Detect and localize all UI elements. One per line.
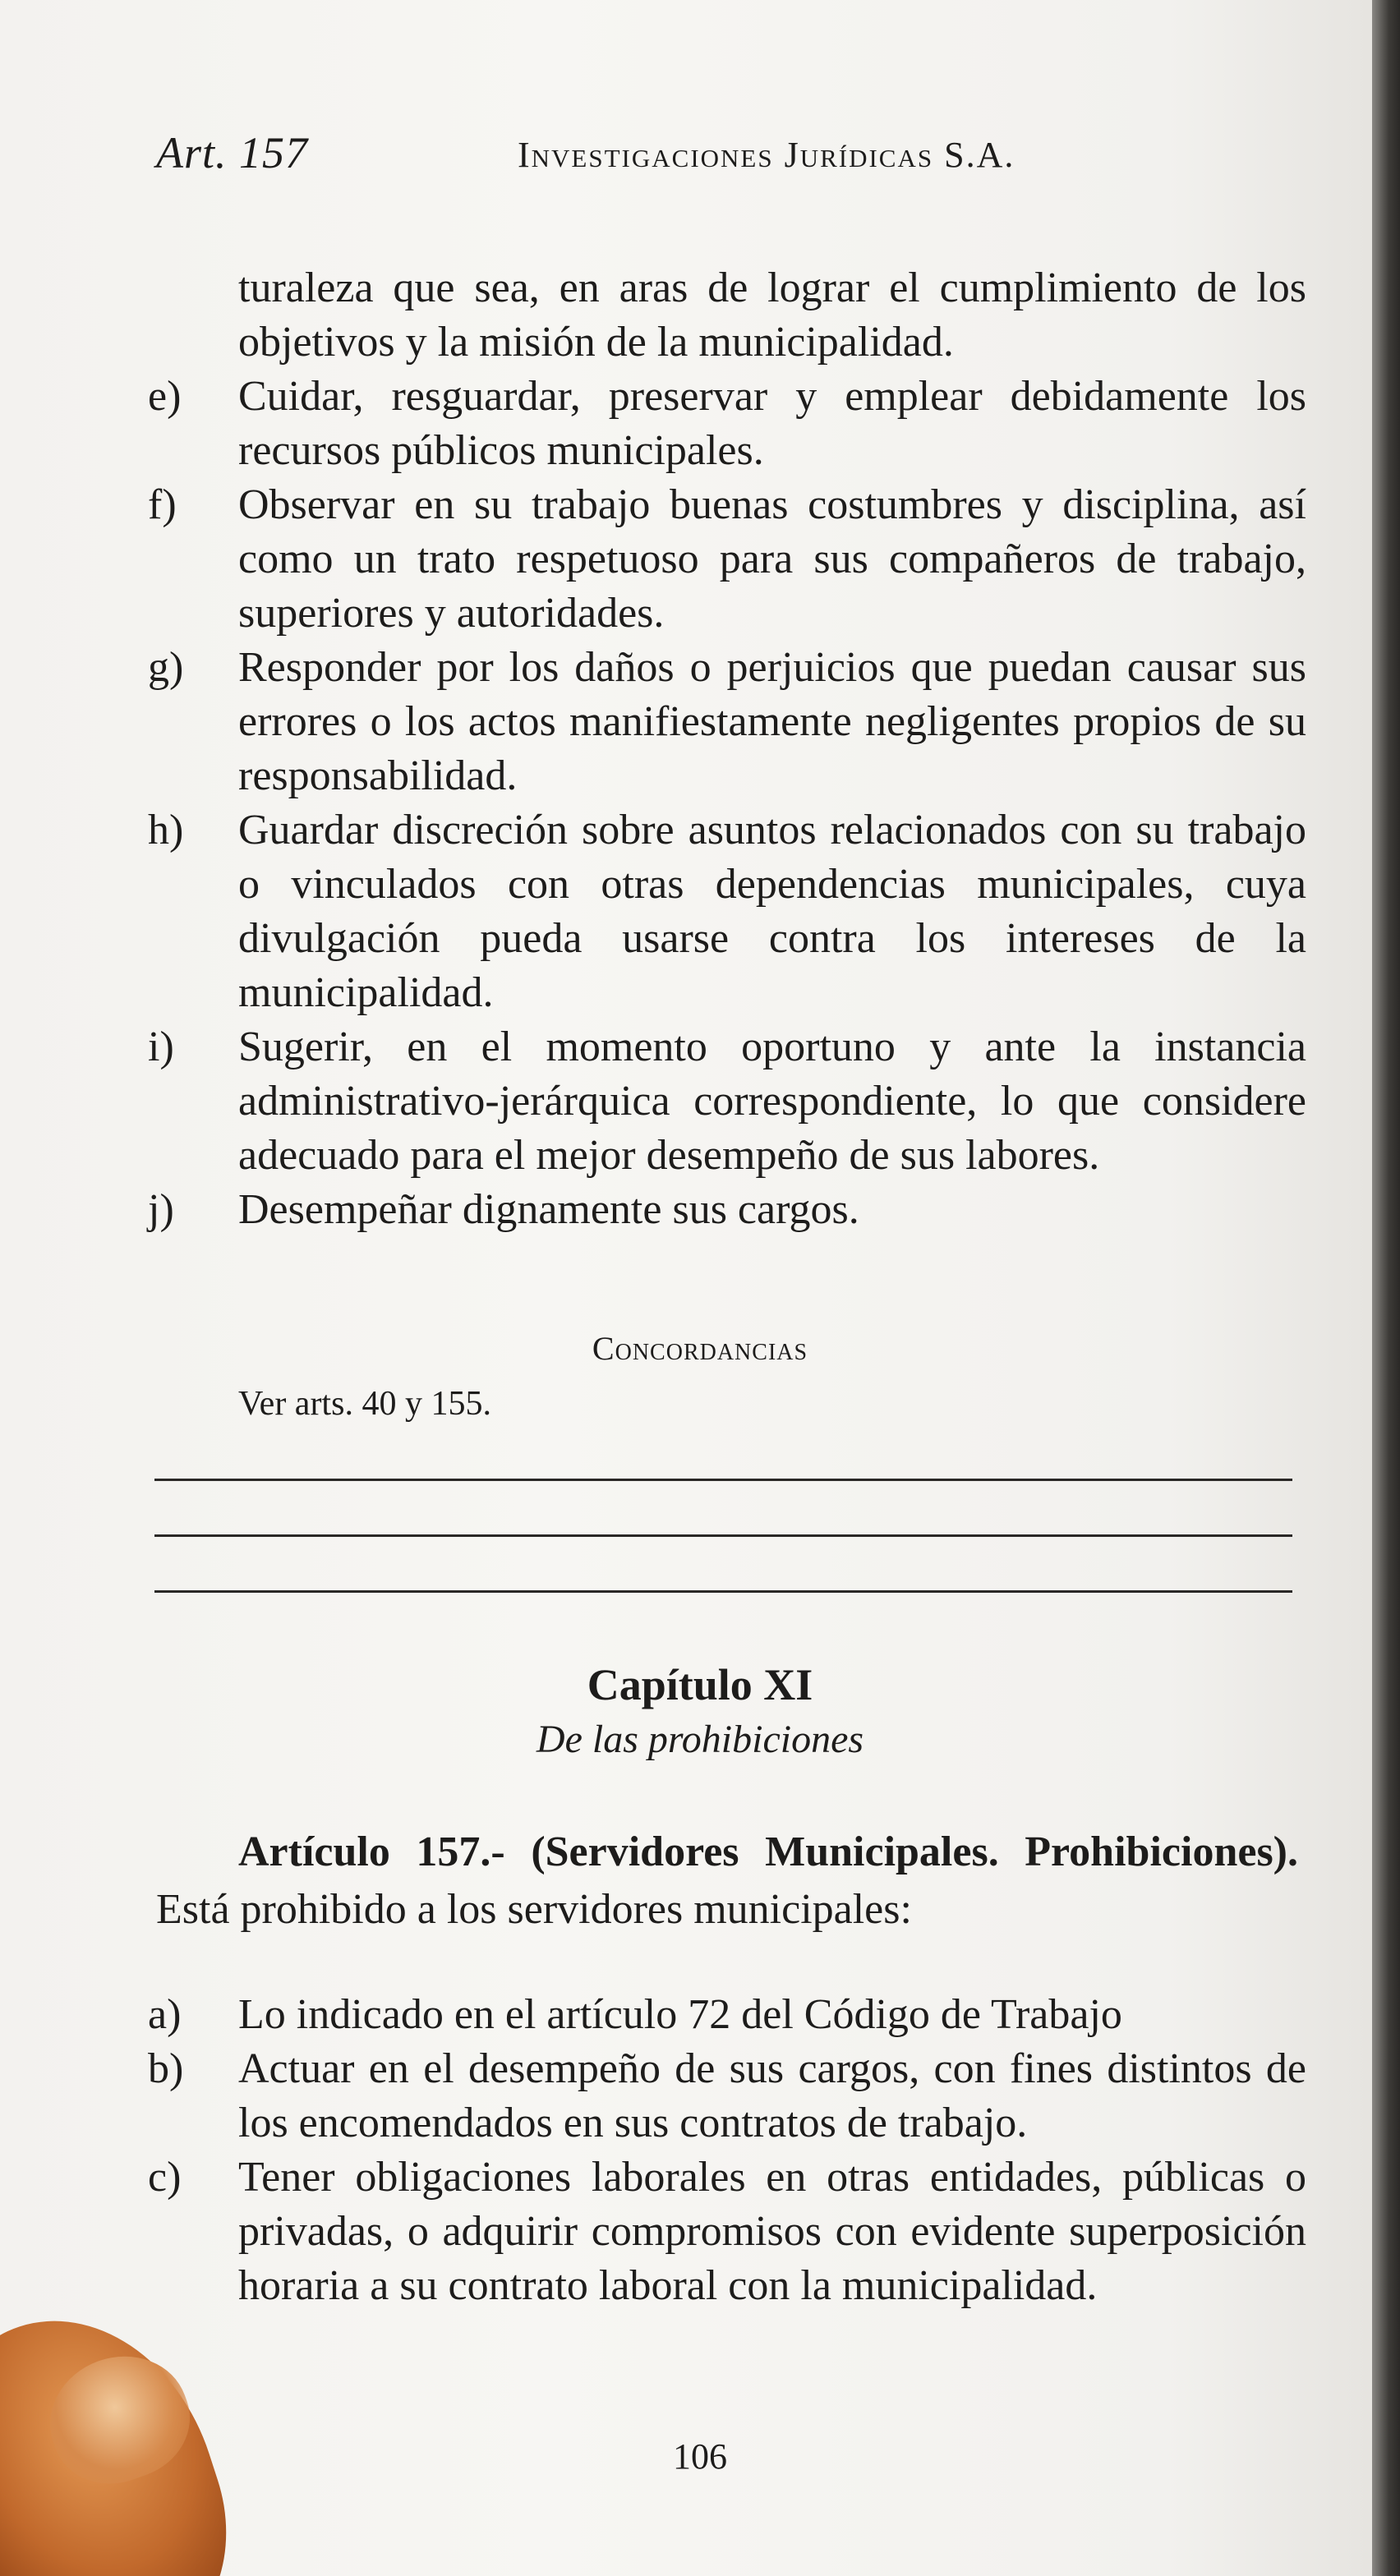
list-item bbox=[148, 1183, 1306, 1237]
list-item bbox=[148, 803, 1306, 1020]
list-item bbox=[148, 641, 1306, 803]
publisher-name: Investigaciones Jurídicas S.A. bbox=[518, 135, 1015, 175]
article-heading: Artículo 157.- (Servidores Municipales. Prohibiciones). bbox=[238, 1828, 1298, 1875]
chapter-subtitle: De las prohibiciones bbox=[536, 1718, 864, 1761]
item-label: j) bbox=[148, 1186, 174, 1233]
item-text: Responder por los daños o perjuicios que puedan causar sus errores o los actos manifiestamente negligentes propios de su responsabilidad. bbox=[238, 644, 1306, 799]
divider-line bbox=[154, 1534, 1292, 1537]
item-label: f) bbox=[148, 481, 177, 528]
concordancias-heading: Concordancias bbox=[592, 1330, 808, 1367]
item-text: Tener obligaciones laborales en otras entidades, públicas o privadas, o adquirir compromisos con evidente superposición horaria a su contrato laboral con la municipalidad. bbox=[238, 2154, 1306, 2309]
item-text: Observar en su trabajo buenas costumbres y disciplina, así como un trato respetuoso para sus compañeros de trabajo, superiores y autoridades. bbox=[238, 481, 1306, 637]
list-item bbox=[148, 370, 1306, 478]
article-paragraph bbox=[156, 1824, 1298, 1939]
list-item bbox=[148, 478, 1306, 641]
page-number: 106 bbox=[673, 2436, 727, 2477]
item-text: Desempeñar dignamente sus cargos. bbox=[238, 1186, 859, 1233]
item-label: g) bbox=[148, 644, 184, 691]
list-item bbox=[148, 1988, 1306, 2042]
item-text: Cuidar, resguardar, preservar y emplear debidamente los recursos públicos municipales. bbox=[238, 373, 1306, 474]
prohibitions-list bbox=[148, 1988, 1306, 2313]
item-label: c) bbox=[148, 2154, 182, 2201]
page-edge-shadow bbox=[1372, 0, 1400, 2576]
item-label: b) bbox=[148, 2045, 184, 2092]
item-text: Lo indicado en el artículo 72 del Código de Trabajo bbox=[238, 1991, 1122, 2038]
article-reference: Art. 157 bbox=[156, 128, 309, 177]
item-text: Sugerir, en el momento oportuno y ante la instancia administrativo-jerárquica correspondiente, lo que considere adecuado para el mejor desempeño de sus labores. bbox=[238, 1024, 1306, 1179]
obligations-list bbox=[148, 370, 1306, 1237]
item-label: a) bbox=[148, 1991, 182, 2038]
list-item bbox=[148, 2042, 1306, 2150]
item-label: e) bbox=[148, 373, 182, 420]
item-text: Actuar en el desempeño de sus cargos, con fines distintos de los encomendados en sus contratos de trabajo. bbox=[238, 2045, 1306, 2146]
article-intro: Está prohibido a los servidores municipales: bbox=[156, 1886, 912, 1933]
list-item bbox=[148, 2150, 1306, 2313]
item-text: Guardar discreción sobre asuntos relacionados con su trabajo o vinculados con otras dependencias municipales, cuya divulgación pueda usarse contra los intereses de la municipalidad. bbox=[238, 807, 1306, 1016]
divider-line bbox=[154, 1590, 1292, 1593]
item-label: i) bbox=[148, 1024, 174, 1070]
continuation-text: turaleza que sea, en aras de lograr el cumplimiento de los objetivos y la misión de la municipalidad. bbox=[238, 264, 1306, 366]
item-label: h) bbox=[148, 807, 184, 853]
running-header bbox=[156, 127, 1306, 193]
list-item bbox=[148, 1020, 1306, 1183]
divider-line bbox=[154, 1479, 1292, 1481]
concordancias-text: Ver arts. 40 y 155. bbox=[238, 1385, 491, 1423]
chapter-title: Capítulo XI bbox=[587, 1660, 813, 1709]
